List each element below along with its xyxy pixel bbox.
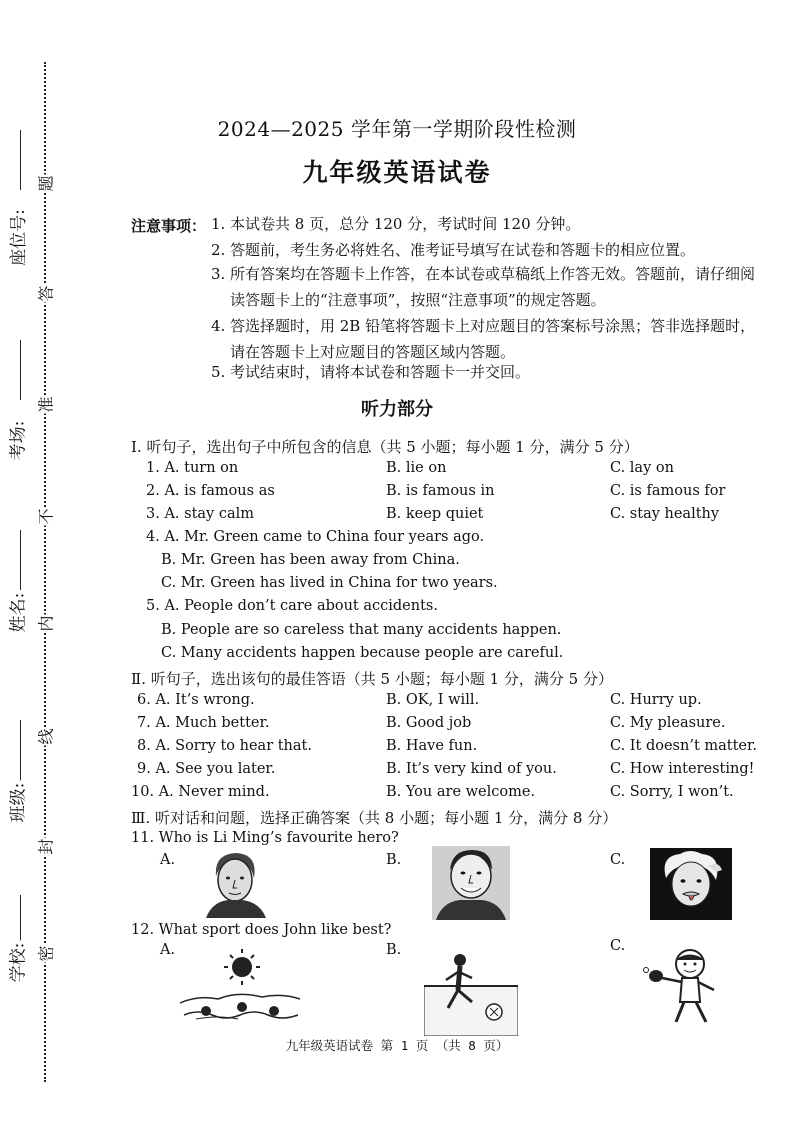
option: 5. A. People don’t care about accidents.	[146, 598, 438, 614]
room-label: 考场:	[3, 419, 28, 463]
option: 2. A. is famous as	[146, 483, 275, 499]
portrait-c-image	[650, 848, 732, 920]
option: 10. A. Never mind.	[131, 784, 270, 800]
option: C. Many accidents happen because people are careful.	[161, 645, 564, 661]
room-line	[20, 340, 21, 400]
option: C. My pleasure.	[610, 715, 726, 731]
seal-char: 准	[34, 396, 57, 414]
part1-heading: Ⅰ. 听句子，选出句子中所包含的信息（共 5 小题；每小题 1 分，满分 5 分）	[131, 438, 639, 456]
question-stem: 11. Who is Li Ming’s favourite hero?	[131, 830, 399, 846]
option: C. stay healthy	[610, 506, 720, 522]
notice-item	[211, 313, 756, 365]
exam-title: 2024—2025 学年第一学期阶段性检测	[217, 117, 577, 141]
notice-item-text: 考试结束时，请将本试卷和答题卡一并交回。	[230, 363, 531, 381]
class-label: 班级:	[3, 781, 28, 825]
seal-char: 答	[34, 285, 57, 303]
part3-heading: Ⅲ. 听对话和问题，选择正确答案（共 8 小题；每小题 1 分，满分 8 分）	[131, 809, 618, 827]
option: 8. A. Sorry to hear that.	[137, 738, 312, 754]
notice-item-text: 本试卷共 8 页，总分 120 分，考试时间 120 分钟。	[230, 215, 581, 233]
option: B. is famous in	[386, 483, 495, 499]
option: C. How interesting!	[610, 761, 755, 777]
option: 3. A. stay calm	[146, 506, 254, 522]
option: 4. A. Mr. Green came to China four years ago.	[146, 529, 485, 545]
notice-item-text: 答选择题时，用 2B 铅笔将答题卡上对应题目的答案标号涂黑；答非选择题时，请在答题卡上对应题目的答题区域内答题。	[230, 317, 756, 361]
option: C. Sorry, I won’t.	[610, 784, 734, 800]
notice-item-number: 5.	[211, 363, 226, 381]
option: 6. A. It’s wrong.	[137, 692, 255, 708]
option: 1. A. turn on	[146, 460, 239, 476]
page-footer: 九年级英语试卷 第 1 页 （共 8 页）	[285, 1038, 509, 1053]
name-label: 姓名:	[3, 591, 28, 635]
notice-item	[211, 261, 756, 313]
option-letter: A.	[160, 852, 176, 868]
seal-char: 题	[34, 175, 57, 193]
option: B. Good job	[386, 715, 472, 731]
football-picture	[424, 950, 518, 1036]
option: B. OK, I will.	[386, 692, 480, 708]
option: B. Mr. Green has been away from China.	[161, 552, 460, 568]
portrait-a-image	[198, 848, 272, 918]
swimming-picture	[178, 945, 304, 1029]
section-title: 听力部分	[361, 399, 433, 420]
option: C. Hurry up.	[610, 692, 702, 708]
notice-item	[211, 211, 756, 237]
seal-dotted-line	[44, 62, 46, 1082]
option-letter: C.	[610, 852, 626, 868]
school-label: 学校:	[3, 941, 28, 985]
part2-heading: Ⅱ. 听句子，选出该句的最佳答语（共 5 小题；每小题 1 分，满分 5 分）	[131, 670, 613, 688]
seal-char: 密	[34, 945, 57, 963]
portrait-b-image	[432, 846, 510, 920]
option: B. You are welcome.	[386, 784, 536, 800]
option-letter: A.	[160, 942, 176, 958]
option-letter: C.	[610, 938, 626, 954]
option-letter: B.	[386, 942, 402, 958]
seal-char: 线	[34, 728, 57, 746]
option: B. Have fun.	[386, 738, 478, 754]
exam-subtitle: 九年级英语试卷	[302, 158, 492, 187]
name-line	[20, 530, 21, 590]
notice-item-number: 3.	[211, 265, 226, 283]
notice-item-number: 2.	[211, 241, 226, 259]
notice-item-text: 所有答案均在答题卡上作答，在本试卷或草稿纸上作答无效。答题前，请仔细阅读答题卡上的“注意事项”，按照“注意事项”的规定答题。	[230, 265, 756, 309]
notice-item-text: 答题前，考生务必将姓名、准考证号填写在试卷和答题卡的相应位置。	[230, 241, 696, 259]
option: C. lay on	[610, 460, 674, 476]
table-tennis-picture	[640, 942, 726, 1028]
notice-item-number: 1.	[211, 215, 226, 233]
seal-char: 封	[34, 838, 57, 856]
notice-lead: 注意事项：	[131, 217, 207, 235]
option: 7. A. Much better.	[137, 715, 270, 731]
class-line	[20, 720, 21, 790]
option: B. lie on	[386, 460, 447, 476]
option: 9. A. See you later.	[137, 761, 276, 777]
seal-char: 内	[34, 615, 57, 633]
option-letter: B.	[386, 852, 402, 868]
question-stem: 12. What sport does John like best?	[131, 922, 392, 938]
option: B. People are so careless that many accidents happen.	[161, 622, 562, 638]
option: B. It’s very kind of you.	[386, 761, 557, 777]
seal-char: 不	[34, 508, 57, 526]
notice-item-number: 4.	[211, 317, 226, 335]
seat-label: 座位号:	[4, 207, 29, 268]
notice-item	[211, 359, 756, 385]
option: C. Mr. Green has lived in China for two years.	[161, 575, 498, 591]
option: B. keep quiet	[386, 506, 484, 522]
notice-item	[211, 237, 756, 263]
option: C. It doesn’t matter.	[610, 738, 757, 754]
option: C. is famous for	[610, 483, 726, 499]
